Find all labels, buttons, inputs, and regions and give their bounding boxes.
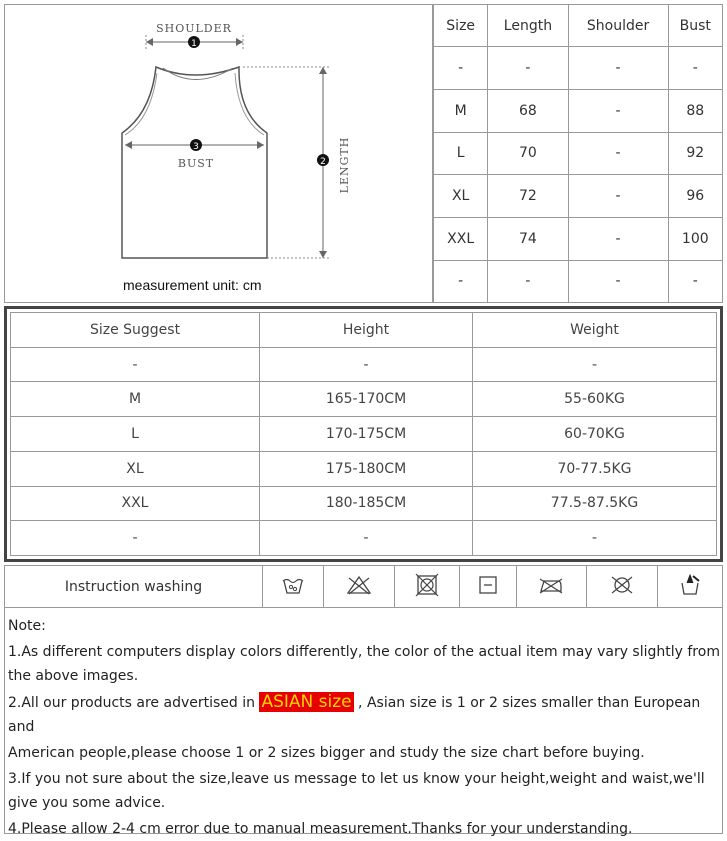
header-cell: Size bbox=[434, 5, 488, 47]
header-cell: Shoulder bbox=[568, 5, 668, 47]
table-cell: - bbox=[11, 347, 260, 382]
shoulder-label: SHOULDER bbox=[156, 22, 232, 35]
table-cell: 180-185CM bbox=[260, 486, 473, 521]
table-cell: 170-175CM bbox=[260, 417, 473, 452]
suggest-row bbox=[11, 347, 717, 382]
note-4: 4.Please allow 2-4 cm error due to manual measurement.Thanks for your understanding. bbox=[8, 821, 633, 837]
table-cell: M bbox=[434, 89, 488, 132]
note-3: 3.If you not sure about the size,leave us message to let us know your height,weight and waist,we'll give you some advice. bbox=[8, 771, 705, 811]
table-cell: - bbox=[11, 521, 260, 556]
suggest-row bbox=[11, 382, 717, 417]
table-cell: - bbox=[568, 89, 668, 132]
suggest-row bbox=[11, 417, 717, 452]
table-cell: - bbox=[434, 47, 488, 90]
table-cell: - bbox=[568, 260, 668, 302]
asian-size-highlight: ASIAN size bbox=[261, 692, 352, 712]
table-cell: XXL bbox=[434, 218, 488, 261]
note-2-post: , Asian size is 1 or 2 sizes smaller than European and bbox=[8, 695, 701, 735]
washing-label: Instruction washing bbox=[5, 566, 263, 607]
table-cell: - bbox=[260, 347, 473, 382]
size-row bbox=[434, 260, 723, 302]
tank-top-diagram bbox=[5, 5, 433, 302]
table-cell: - bbox=[568, 175, 668, 218]
size-row bbox=[434, 89, 723, 132]
note-2-pre: 2.All our products are advertised in bbox=[8, 695, 260, 711]
table-cell: XXL bbox=[11, 486, 260, 521]
table-cell: XL bbox=[434, 175, 488, 218]
table-cell: 72 bbox=[488, 175, 568, 218]
table-cell: 70-77.5KG bbox=[473, 451, 717, 486]
size-chart-table bbox=[433, 5, 722, 302]
note-title: Note: bbox=[8, 618, 46, 634]
table-cell: 60-70KG bbox=[473, 417, 717, 452]
table-cell: XL bbox=[11, 451, 260, 486]
marker-1 bbox=[188, 36, 200, 49]
table-cell: - bbox=[260, 521, 473, 556]
note-2-line2: American people,please choose 1 or 2 sizes bigger and study the size chart before buying. bbox=[8, 745, 645, 761]
table-cell: 96 bbox=[668, 175, 722, 218]
table-cell: - bbox=[488, 47, 568, 90]
tank-top-diagram-svg bbox=[5, 5, 433, 302]
svg-text:2: 2 bbox=[320, 157, 326, 167]
suggest-row bbox=[11, 451, 717, 486]
note-1: 1.As different computers display colors differently, the color of the actual item may vary slightly from the above images. bbox=[8, 644, 720, 684]
header-cell: Weight bbox=[473, 313, 717, 348]
table-cell: - bbox=[668, 47, 722, 90]
do-not-bleach-icon bbox=[323, 566, 394, 607]
note-2 bbox=[8, 690, 720, 739]
table-cell: - bbox=[473, 521, 717, 556]
length-label: LENGTH bbox=[338, 136, 351, 194]
size-suggest-section bbox=[4, 306, 723, 562]
header-cell: Height bbox=[260, 313, 473, 348]
notes-section bbox=[4, 608, 723, 837]
table-cell: 165-170CM bbox=[260, 382, 473, 417]
table-cell: - bbox=[668, 260, 722, 302]
size-row bbox=[434, 175, 723, 218]
size-suggest-table bbox=[10, 312, 717, 556]
svg-text:1: 1 bbox=[191, 39, 197, 49]
table-cell: L bbox=[434, 132, 488, 175]
table-cell: L bbox=[11, 417, 260, 452]
table-cell: - bbox=[568, 218, 668, 261]
low-iron-icon bbox=[516, 566, 587, 607]
svg-text:3: 3 bbox=[193, 142, 199, 152]
size-chart-section bbox=[4, 4, 723, 303]
suggest-row bbox=[11, 521, 717, 556]
table-cell: 68 bbox=[488, 89, 568, 132]
table-cell: 100 bbox=[668, 218, 722, 261]
table-cell: 74 bbox=[488, 218, 568, 261]
hand-wash-icon bbox=[263, 566, 324, 607]
table-cell: 77.5-87.5KG bbox=[473, 486, 717, 521]
size-row-header bbox=[434, 5, 723, 47]
dry-flat-icon bbox=[460, 566, 516, 607]
table-cell: M bbox=[11, 382, 260, 417]
table-cell: - bbox=[434, 260, 488, 302]
table-cell: 88 bbox=[668, 89, 722, 132]
do-not-wring-icon bbox=[657, 566, 722, 607]
table-cell: - bbox=[568, 47, 668, 90]
table-cell: 92 bbox=[668, 132, 722, 175]
table-cell: 70 bbox=[488, 132, 568, 175]
size-row bbox=[434, 132, 723, 175]
header-cell: Size Suggest bbox=[11, 313, 260, 348]
header-cell: Length bbox=[488, 5, 568, 47]
table-cell: - bbox=[488, 260, 568, 302]
washing-section bbox=[4, 565, 723, 608]
suggest-row-header bbox=[11, 313, 717, 348]
marker-2 bbox=[317, 154, 329, 167]
table-cell: - bbox=[568, 132, 668, 175]
size-row bbox=[434, 218, 723, 261]
do-not-dry-clean-icon bbox=[587, 566, 658, 607]
size-row bbox=[434, 47, 723, 90]
table-cell: 175-180CM bbox=[260, 451, 473, 486]
do-not-tumble-dry-icon bbox=[394, 566, 460, 607]
washing-table bbox=[5, 566, 722, 607]
table-cell: - bbox=[473, 347, 717, 382]
header-cell: Bust bbox=[668, 5, 722, 47]
suggest-row bbox=[11, 486, 717, 521]
table-cell: 55-60KG bbox=[473, 382, 717, 417]
measurement-unit: measurement unit: cm bbox=[123, 277, 262, 293]
bust-label: BUST bbox=[177, 157, 215, 170]
